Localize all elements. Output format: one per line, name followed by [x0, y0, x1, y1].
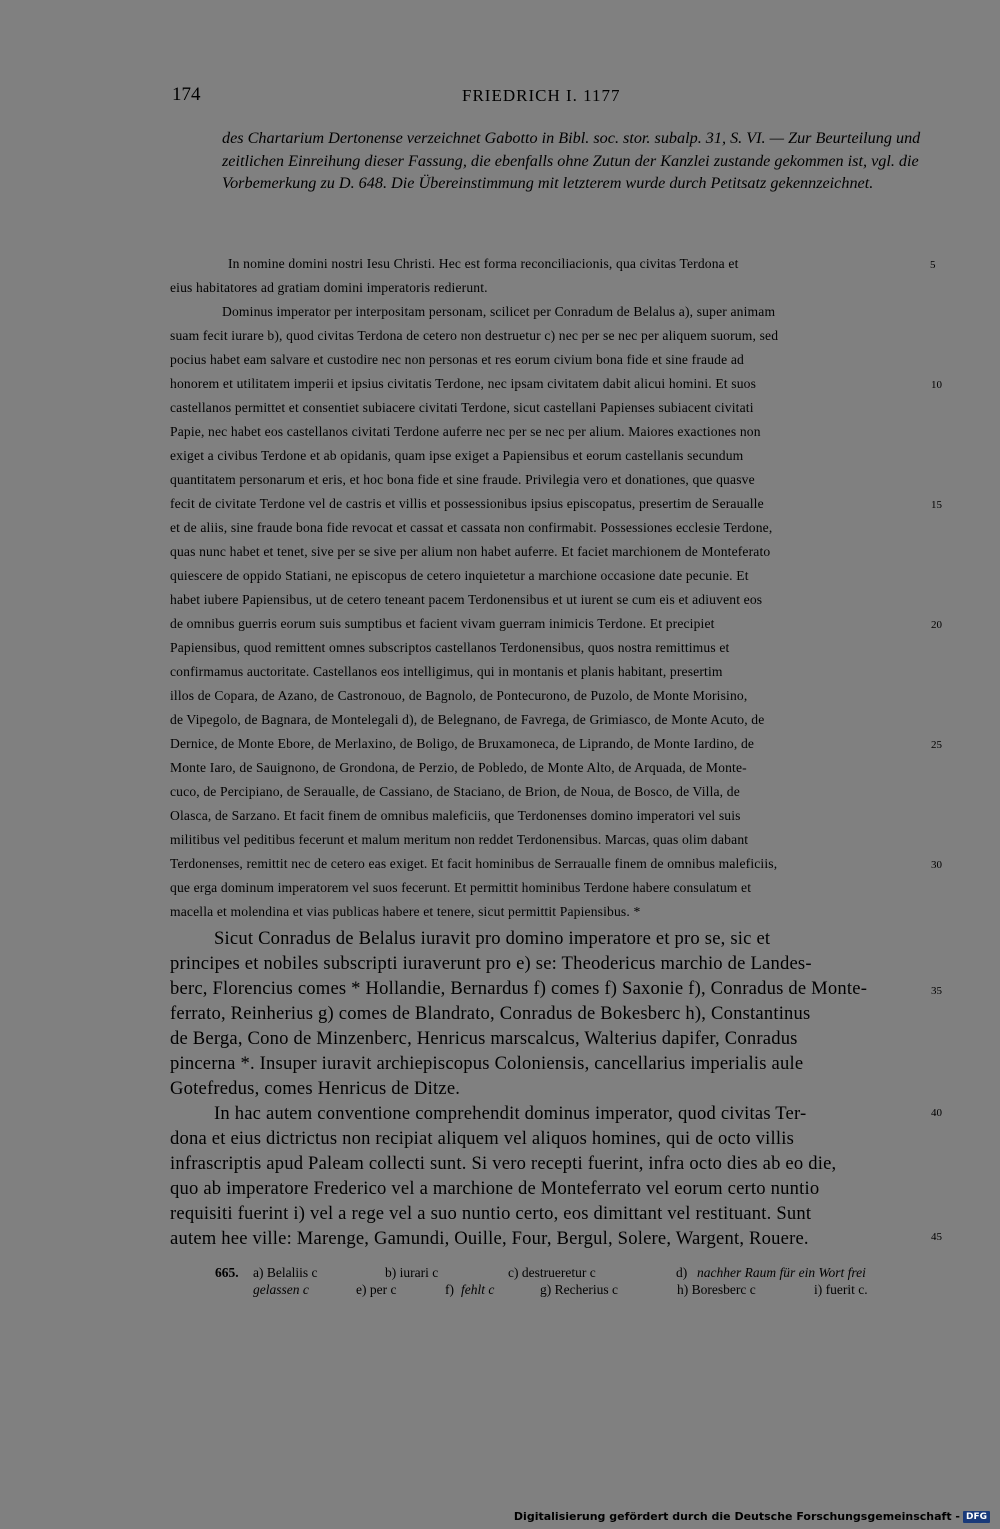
line-number: 40	[931, 1107, 942, 1119]
text-line: Terdonenses, remittit nec de cetero eas exiget. Et facit hominibus de Serraualle finem de omnibus maleficiis,	[170, 856, 778, 871]
text-line: quiescere de oppido Statiani, ne episcopus de cetero inquietetur a marchione occasione date pecunie. Et	[170, 568, 749, 583]
line-number: 45	[931, 1231, 942, 1243]
text-line: autem hee ville: Marenge, Gamundi, Ouille, Four, Bergul, Solere, Wargent, Rouere.	[170, 1228, 809, 1249]
line-number: 15	[931, 499, 942, 511]
introductory-note: des Chartarium Dertonense verzeichnet Gabotto in Bibl. soc. stor. subalp. 31, S. VI. — Zur Beurteilung und zeitlichen Einreihung dieser Fassung, die ebenfalls ohne Zutun der Kanzlei zustande gekommen ist, vgl. die Vorbemerkung zu D. 648. Die Übereinstimmung mit letzterem wurde durch Petitsatz gekennzeichnet.	[222, 129, 921, 192]
text-line: eius habitatores ad gratiam domini imperatoris redierunt.	[170, 280, 488, 295]
text-line: ferrato, Reinherius g) comes de Blandrato, Conradus de Bokesberc h), Constantinus	[170, 1003, 811, 1024]
text-line: Dominus imperator per interpositam personam, scilicet per Conradum de Belalus a), super animam	[222, 304, 776, 319]
text-line: militibus vel peditibus fecerunt et malum meritum non reddet Terdonensibus. Marcas, quas olim dabant	[170, 832, 749, 847]
dfg-logo: DFG	[963, 1511, 990, 1523]
text-line: Sicut Conradus de Belalus iuravit pro domino imperatore et pro se, sic et	[214, 928, 771, 949]
running-title: FRIEDRICH I. 1177	[462, 86, 621, 105]
text-line: de Vipegolo, de Bagnara, de Montelegali d), de Belegnano, de Favrega, de Grimiasco, de Monte Acuto, de	[170, 712, 765, 727]
footnote-d-continued: gelassen c	[253, 1282, 309, 1297]
text-line: cuco, de Percipiano, de Seraualle, de Cassiano, de Staciano, de Brion, de Noua, de Bosco, de Villa, de	[170, 784, 740, 799]
text-line: pincerna *. Insuper iuravit archiepiscopus Coloniensis, cancellarius imperialis aule	[170, 1053, 804, 1074]
text-line: Olasca, de Sarzano. Et facit finem de omnibus maleficiis, que Terdonenses domino imperatori vel suis	[170, 808, 741, 823]
text-line: requisiti fuerint i) vel a rege vel a suo nuntio certo, eos dimittant vel restituant. Sunt	[170, 1203, 812, 1224]
funding-note: Digitalisierung gefördert durch die Deutsche Forschungsgemeinschaft -	[513, 1510, 960, 1523]
text-line: Gotefredus, comes Henricus de Ditze.	[170, 1078, 461, 1099]
text-line: Papie, nec habet eos castellanos civitati Terdone auferre nec per se nec per alium. Maiores exactiones non	[170, 424, 761, 439]
line-number: 35	[931, 985, 942, 997]
page-number: 174	[172, 84, 201, 105]
text-line: In nomine domini nostri Iesu Christi. Hec est forma reconciliacionis, qua civitas Terdona et	[228, 256, 739, 271]
footnote-f-label: f)	[445, 1282, 454, 1297]
text-line: dona et eius dictrictus non recipiat aliquem vel aliquos homines, qui de octo villis	[170, 1128, 795, 1149]
funding-footer	[514, 1510, 990, 1523]
footnote-d: nachher Raum für ein Wort frei	[697, 1265, 866, 1280]
footnote-f: fehlt c	[461, 1282, 495, 1297]
text-line: et de aliis, sine fraude bona fide revocat et cassat et cassata non confirmabit. Possessiones ecclesie Terdone,	[170, 520, 773, 535]
text-line: quas nunc habet et tenet, sive per se sive per alium non habet auferre. Et faciet marchionem de Monteferato	[170, 544, 771, 559]
text-line: honorem et utilitatem imperii et ipsius civitatis Terdone, nec ipsam civitatem dabit alicui homini. Et suos	[170, 376, 757, 391]
footnote-g: g) Recherius c	[540, 1282, 618, 1297]
footnote-b: b) iurari c	[385, 1265, 439, 1280]
footnote-h: h) Boresberc c	[677, 1282, 756, 1297]
footnote-c: c) destrueretur c	[508, 1265, 596, 1280]
text-line: que erga dominum imperatorem vel suos fecerunt. Et permittit hominibus Terdone habere consulatum et	[170, 880, 752, 895]
text-line: de omnibus guerris eorum suis sumptibus et facient vivam guerram inimicis Terdone. Et precipiet	[170, 616, 715, 631]
text-line: quantitatem personarum et eris, et hoc bona fide et sine fraude. Privilegia vero et donationes, que quasve	[170, 472, 755, 487]
text-line: habet iubere Papiensibus, ut de cetero teneant pacem Terdonensibus et ut iurent se cum eis et adiuvent eos	[170, 592, 763, 607]
text-line: berc, Florencius comes * Hollandie, Bernardus f) comes f) Saxonie f), Conradus de Monte-	[170, 978, 868, 999]
footnote-d-label: d)	[676, 1265, 688, 1280]
text-line: Dernice, de Monte Ebore, de Merlaxino, de Boligo, de Bruxamoneca, de Liprando, de Monte Iardino, de	[170, 736, 755, 751]
footnote-i: i) fuerit c.	[814, 1282, 868, 1297]
text-line: fecit de civitate Terdone vel de castris et villis et possessionibus ipsius episcopatus, presertim de Seraualle	[170, 496, 764, 511]
text-line: confirmamus auctoritate. Castellanos eos intelligimus, qui in montanis et planis habitant, presertim	[170, 664, 723, 679]
text-line: de Berga, Cono de Minzenberc, Henricus marscalcus, Walterius dapifer, Conradus	[170, 1028, 798, 1049]
text-line: castellanos permittet et consentiet subiacere civitati Terdone, sicut castellani Papienses subiacent civitati	[170, 400, 754, 415]
text-line: infrascriptis apud Paleam collecti sunt. Si vero recepti fuerint, infra octo dies ab eo die,	[170, 1153, 837, 1174]
line-number: 10	[931, 379, 942, 391]
text-line: Monte Iaro, de Sauignono, de Grondona, de Perzio, de Pobledo, de Monte Alto, de Arquada, de Monte-	[170, 760, 747, 775]
text-line: pocius habet eam salvare et custodire nec non personas et res eorum civium bona fide et sine fraude ad	[170, 352, 744, 367]
line-number: 30	[931, 859, 942, 871]
text-line: suam fecit iurare b), quod civitas Terdona de cetero non destruetur c) nec per se nec per aliquem suorum, sed	[170, 328, 779, 343]
document-number: 665.	[215, 1265, 239, 1280]
text-line: illos de Copara, de Azano, de Castronouo, de Bagnolo, de Pontecurono, de Puzolo, de Monte Morisino,	[170, 688, 748, 703]
text-line: exiget a civibus Terdone et ab opidanis, quam ipse exiget a Papiensibus et eorum castellanis secundum	[170, 448, 744, 463]
footnote-a: a) Belaliis c	[253, 1265, 318, 1280]
text-line: macella et molendina et vias publicas habere et tenere, sicut permittit Papiensibus. *	[170, 904, 641, 919]
line-number: 5	[930, 259, 936, 271]
text-line: principes et nobiles subscripti iuraverunt pro e) se: Theodericus marchio de Landes-	[170, 953, 812, 974]
text-line: Papiensibus, quod remittent omnes subscriptos castellanos Terdonensibus, quos nostra remittimus et	[170, 640, 730, 655]
line-number: 25	[931, 739, 942, 751]
footnote-e: e) per c	[356, 1282, 397, 1297]
text-line: quo ab imperatore Frederico vel a marchione de Monteferrato vel eorum certo nuntio	[170, 1178, 820, 1199]
line-number: 20	[931, 619, 942, 631]
text-line: In hac autem conventione comprehendit dominus imperator, quod civitas Ter-	[214, 1103, 807, 1124]
